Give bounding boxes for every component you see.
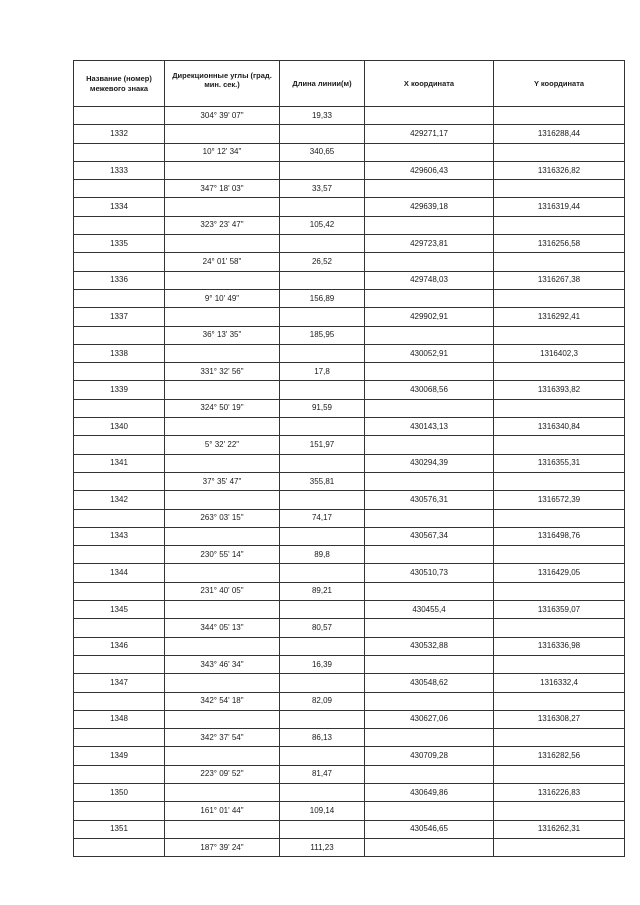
- cell-name: [74, 582, 165, 600]
- cell-name: 1347: [74, 674, 165, 692]
- header-direction: Дирекционные углы (град. мин. сек.): [165, 61, 280, 107]
- cell-x: 429902,91: [365, 308, 494, 326]
- table-row: [74, 802, 625, 820]
- table-row: [74, 418, 625, 436]
- cell-length: 80,57: [280, 619, 365, 637]
- cell-angle: [165, 527, 280, 545]
- cell-x: 430068,56: [365, 381, 494, 399]
- cell-name: [74, 180, 165, 198]
- cell-x: [365, 143, 494, 161]
- cell-name: [74, 326, 165, 344]
- table-row: [74, 344, 625, 362]
- cell-angle: 9° 10' 49": [165, 289, 280, 307]
- cell-y: [494, 546, 625, 564]
- cell-y: [494, 363, 625, 381]
- cell-y: 1316262,31: [494, 820, 625, 838]
- cell-y: [494, 436, 625, 454]
- cell-name: [74, 472, 165, 490]
- cell-name: [74, 363, 165, 381]
- cell-name: [74, 436, 165, 454]
- cell-y: [494, 472, 625, 490]
- cell-y: 1316267,38: [494, 271, 625, 289]
- cell-x: 429606,43: [365, 161, 494, 179]
- header-name: Название (номер) межевого знака: [74, 61, 165, 107]
- cell-length: [280, 161, 365, 179]
- cell-name: [74, 289, 165, 307]
- table-row: [74, 729, 625, 747]
- table-row: [74, 271, 625, 289]
- cell-angle: [165, 454, 280, 472]
- cell-y: 1316256,58: [494, 235, 625, 253]
- cell-y: [494, 582, 625, 600]
- cell-x: [365, 289, 494, 307]
- cell-y: 1316282,56: [494, 747, 625, 765]
- cell-name: 1337: [74, 308, 165, 326]
- cell-angle: [165, 601, 280, 619]
- cell-angle: 323° 23' 47": [165, 216, 280, 234]
- cell-y: [494, 143, 625, 161]
- cell-length: [280, 820, 365, 838]
- cell-length: [280, 418, 365, 436]
- cell-angle: [165, 418, 280, 436]
- cell-name: [74, 765, 165, 783]
- cell-angle: 161° 01' 44": [165, 802, 280, 820]
- cell-x: 430052,91: [365, 344, 494, 362]
- header-length: Длина линии(м): [280, 61, 365, 107]
- table-row: [74, 546, 625, 564]
- cell-name: [74, 509, 165, 527]
- cell-x: [365, 472, 494, 490]
- cell-y: 1316332,4: [494, 674, 625, 692]
- cell-x: [365, 546, 494, 564]
- cell-x: [365, 326, 494, 344]
- cell-angle: 344° 05' 13": [165, 619, 280, 637]
- cell-y: [494, 326, 625, 344]
- cell-y: [494, 729, 625, 747]
- cell-angle: 223° 09' 52": [165, 765, 280, 783]
- cell-y: [494, 180, 625, 198]
- cell-x: 430532,88: [365, 637, 494, 655]
- cell-length: [280, 198, 365, 216]
- table-row: [74, 125, 625, 143]
- cell-angle: [165, 198, 280, 216]
- cell-x: 429271,17: [365, 125, 494, 143]
- table-row: [74, 253, 625, 271]
- cell-length: 355,81: [280, 472, 365, 490]
- cell-name: 1334: [74, 198, 165, 216]
- cell-length: 91,59: [280, 399, 365, 417]
- cell-y: 1316288,44: [494, 125, 625, 143]
- cell-y: 1316498,76: [494, 527, 625, 545]
- cell-length: 74,17: [280, 509, 365, 527]
- cell-angle: 263° 03' 15": [165, 509, 280, 527]
- cell-name: [74, 107, 165, 125]
- table-row: [74, 509, 625, 527]
- cell-y: 1316359,07: [494, 601, 625, 619]
- table-row: [74, 381, 625, 399]
- table-row: [74, 527, 625, 545]
- cell-angle: 231° 40' 05": [165, 582, 280, 600]
- cell-angle: 36° 13' 35": [165, 326, 280, 344]
- cell-y: 1316226,83: [494, 783, 625, 801]
- header-y: Y координата: [494, 61, 625, 107]
- table-row: [74, 235, 625, 253]
- cell-x: [365, 399, 494, 417]
- cell-length: 89,21: [280, 582, 365, 600]
- table-row: [74, 674, 625, 692]
- cell-name: 1335: [74, 235, 165, 253]
- table-body: [74, 107, 625, 857]
- cell-name: [74, 729, 165, 747]
- cell-name: 1346: [74, 637, 165, 655]
- cell-name: 1332: [74, 125, 165, 143]
- cell-x: 430294,39: [365, 454, 494, 472]
- cell-angle: [165, 564, 280, 582]
- cell-x: 430143,13: [365, 418, 494, 436]
- cell-length: [280, 674, 365, 692]
- table-row: [74, 454, 625, 472]
- cell-length: 81,47: [280, 765, 365, 783]
- table-row: [74, 399, 625, 417]
- cell-length: 89,8: [280, 546, 365, 564]
- cell-y: [494, 619, 625, 637]
- table-row: [74, 637, 625, 655]
- table-row: [74, 491, 625, 509]
- cell-length: [280, 527, 365, 545]
- cell-y: 1316292,41: [494, 308, 625, 326]
- cell-x: [365, 107, 494, 125]
- cell-angle: [165, 783, 280, 801]
- cell-angle: [165, 271, 280, 289]
- table-row: [74, 619, 625, 637]
- cell-y: 1316319,44: [494, 198, 625, 216]
- cell-length: 340,65: [280, 143, 365, 161]
- table-row: [74, 655, 625, 673]
- cell-length: 185,95: [280, 326, 365, 344]
- table-row: [74, 436, 625, 454]
- cell-name: 1348: [74, 710, 165, 728]
- cell-angle: [165, 235, 280, 253]
- cell-name: 1350: [74, 783, 165, 801]
- boundary-coordinates-table: [73, 60, 625, 857]
- table-row: [74, 783, 625, 801]
- cell-length: 33,57: [280, 180, 365, 198]
- cell-length: 111,23: [280, 838, 365, 856]
- table-row: [74, 838, 625, 856]
- cell-y: 1316429,05: [494, 564, 625, 582]
- cell-name: [74, 253, 165, 271]
- cell-y: [494, 838, 625, 856]
- cell-x: 430567,34: [365, 527, 494, 545]
- cell-name: [74, 143, 165, 161]
- cell-name: 1340: [74, 418, 165, 436]
- table-row: [74, 216, 625, 234]
- cell-y: 1316393,82: [494, 381, 625, 399]
- cell-length: 82,09: [280, 692, 365, 710]
- cell-x: 430455,4: [365, 601, 494, 619]
- cell-name: 1336: [74, 271, 165, 289]
- cell-length: [280, 308, 365, 326]
- cell-angle: [165, 381, 280, 399]
- cell-x: [365, 619, 494, 637]
- cell-angle: [165, 637, 280, 655]
- table-row: [74, 308, 625, 326]
- cell-length: [280, 601, 365, 619]
- table-row: [74, 692, 625, 710]
- table-row: [74, 564, 625, 582]
- table-row: [74, 363, 625, 381]
- cell-angle: [165, 491, 280, 509]
- cell-name: [74, 546, 165, 564]
- cell-name: 1344: [74, 564, 165, 582]
- cell-x: 430576,31: [365, 491, 494, 509]
- cell-name: [74, 619, 165, 637]
- cell-x: 429748,03: [365, 271, 494, 289]
- cell-length: 16,39: [280, 655, 365, 673]
- cell-x: [365, 180, 494, 198]
- cell-length: [280, 491, 365, 509]
- cell-length: [280, 381, 365, 399]
- cell-y: [494, 216, 625, 234]
- cell-angle: 37° 35' 47": [165, 472, 280, 490]
- cell-x: [365, 509, 494, 527]
- cell-length: [280, 271, 365, 289]
- cell-angle: 342° 54' 18": [165, 692, 280, 710]
- cell-y: [494, 692, 625, 710]
- cell-angle: 5° 32' 22": [165, 436, 280, 454]
- header-x: X координата: [365, 61, 494, 107]
- cell-y: 1316572,39: [494, 491, 625, 509]
- cell-y: 1316336,98: [494, 637, 625, 655]
- cell-name: 1342: [74, 491, 165, 509]
- cell-angle: [165, 125, 280, 143]
- cell-x: 429723,81: [365, 235, 494, 253]
- cell-name: [74, 802, 165, 820]
- cell-name: 1351: [74, 820, 165, 838]
- cell-length: 151,97: [280, 436, 365, 454]
- table-row: [74, 161, 625, 179]
- cell-length: [280, 125, 365, 143]
- cell-name: 1343: [74, 527, 165, 545]
- cell-y: 1316326,82: [494, 161, 625, 179]
- cell-y: [494, 289, 625, 307]
- cell-angle: [165, 710, 280, 728]
- cell-length: [280, 637, 365, 655]
- cell-name: 1333: [74, 161, 165, 179]
- cell-length: [280, 344, 365, 362]
- cell-angle: [165, 308, 280, 326]
- cell-length: 156,89: [280, 289, 365, 307]
- cell-x: 430546,65: [365, 820, 494, 838]
- cell-angle: [165, 674, 280, 692]
- cell-y: [494, 802, 625, 820]
- cell-angle: 324° 50' 19": [165, 399, 280, 417]
- cell-angle: 24° 01' 58": [165, 253, 280, 271]
- cell-angle: 230° 55' 14": [165, 546, 280, 564]
- cell-y: [494, 655, 625, 673]
- cell-x: [365, 655, 494, 673]
- cell-x: [365, 253, 494, 271]
- table-row: [74, 820, 625, 838]
- cell-x: 430510,73: [365, 564, 494, 582]
- cell-x: [365, 729, 494, 747]
- table-row: [74, 326, 625, 344]
- cell-x: [365, 802, 494, 820]
- cell-angle: 187° 39' 24": [165, 838, 280, 856]
- table-row: [74, 180, 625, 198]
- cell-y: [494, 253, 625, 271]
- cell-name: 1341: [74, 454, 165, 472]
- table-row: [74, 601, 625, 619]
- cell-x: 430627,06: [365, 710, 494, 728]
- cell-angle: 304° 39' 07": [165, 107, 280, 125]
- cell-x: 429639,18: [365, 198, 494, 216]
- cell-name: [74, 399, 165, 417]
- cell-y: [494, 509, 625, 527]
- cell-y: 1316402,3: [494, 344, 625, 362]
- table-row: [74, 747, 625, 765]
- cell-x: 430548,62: [365, 674, 494, 692]
- table-row: [74, 710, 625, 728]
- cell-x: 430709,28: [365, 747, 494, 765]
- cell-x: [365, 765, 494, 783]
- table-row: [74, 289, 625, 307]
- cell-y: [494, 399, 625, 417]
- table-row: [74, 472, 625, 490]
- cell-length: 26,52: [280, 253, 365, 271]
- cell-length: 17,8: [280, 363, 365, 381]
- cell-angle: [165, 344, 280, 362]
- cell-length: [280, 783, 365, 801]
- cell-name: [74, 838, 165, 856]
- cell-angle: 342° 37' 54": [165, 729, 280, 747]
- table-header-row: [74, 61, 625, 107]
- table-row: [74, 198, 625, 216]
- cell-x: [365, 838, 494, 856]
- cell-angle: 331° 32' 56": [165, 363, 280, 381]
- cell-y: [494, 107, 625, 125]
- cell-y: 1316308,27: [494, 710, 625, 728]
- cell-x: 430649,86: [365, 783, 494, 801]
- table-row: [74, 582, 625, 600]
- cell-length: [280, 235, 365, 253]
- cell-name: 1339: [74, 381, 165, 399]
- cell-angle: 10° 12' 34": [165, 143, 280, 161]
- cell-angle: 347° 18' 03": [165, 180, 280, 198]
- cell-name: 1349: [74, 747, 165, 765]
- cell-name: 1338: [74, 344, 165, 362]
- cell-x: [365, 692, 494, 710]
- table-row: [74, 765, 625, 783]
- cell-y: [494, 765, 625, 783]
- cell-x: [365, 363, 494, 381]
- table-row: [74, 143, 625, 161]
- cell-name: 1345: [74, 601, 165, 619]
- cell-length: 105,42: [280, 216, 365, 234]
- cell-length: [280, 747, 365, 765]
- cell-length: [280, 564, 365, 582]
- cell-angle: [165, 820, 280, 838]
- cell-x: [365, 582, 494, 600]
- cell-name: [74, 216, 165, 234]
- cell-angle: [165, 747, 280, 765]
- cell-x: [365, 436, 494, 454]
- cell-length: [280, 710, 365, 728]
- cell-y: 1316355,31: [494, 454, 625, 472]
- cell-length: 19,33: [280, 107, 365, 125]
- cell-length: 86,13: [280, 729, 365, 747]
- cell-y: 1316340,84: [494, 418, 625, 436]
- cell-name: [74, 692, 165, 710]
- cell-angle: [165, 161, 280, 179]
- cell-length: 109,14: [280, 802, 365, 820]
- cell-angle: 343° 46' 34": [165, 655, 280, 673]
- table-row: [74, 107, 625, 125]
- cell-x: [365, 216, 494, 234]
- cell-length: [280, 454, 365, 472]
- cell-name: [74, 655, 165, 673]
